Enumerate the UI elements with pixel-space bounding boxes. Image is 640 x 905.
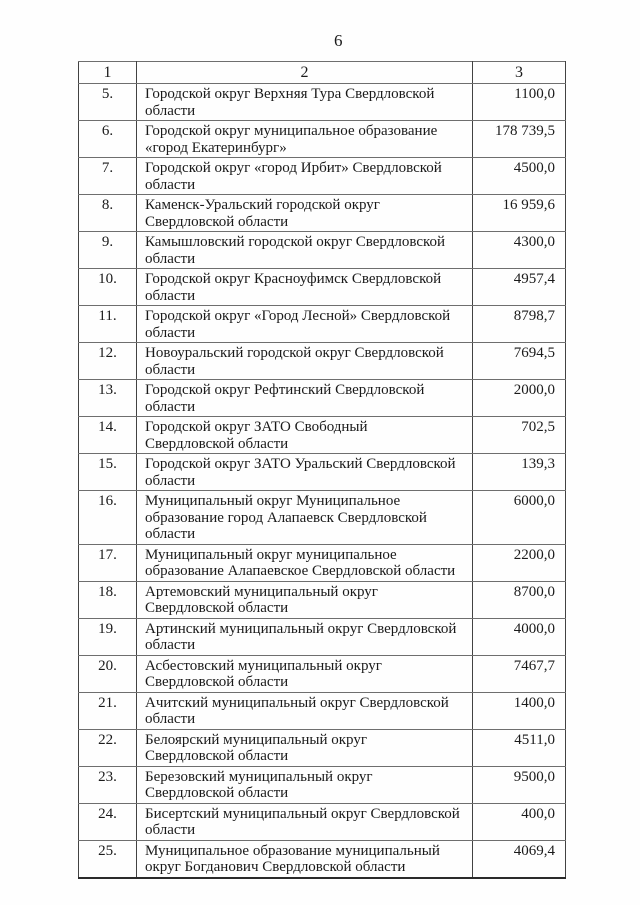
row-name: Каменск-Уральский городской округ Свердловской области xyxy=(137,195,473,232)
table-row xyxy=(79,380,566,417)
row-value: 6000,0 xyxy=(473,491,566,545)
table-row xyxy=(79,618,566,655)
row-number: 8. xyxy=(79,195,137,232)
row-name: Муниципальный округ муниципальное образование Алапаевское Свердловской области xyxy=(137,544,473,581)
row-name: Белоярский муниципальный округ Свердловской области xyxy=(137,729,473,766)
row-number: 19. xyxy=(79,618,137,655)
table-row xyxy=(79,454,566,491)
row-number: 20. xyxy=(79,655,137,692)
row-value: 8798,7 xyxy=(473,306,566,343)
row-value: 2000,0 xyxy=(473,380,566,417)
row-number: 21. xyxy=(79,692,137,729)
row-number: 16. xyxy=(79,491,137,545)
table-row xyxy=(79,232,566,269)
row-name: Асбестовский муниципальный округ Свердловской области xyxy=(137,655,473,692)
row-name: Артинский муниципальный округ Свердловской области xyxy=(137,618,473,655)
row-number: 12. xyxy=(79,343,137,380)
row-name: Городской округ «Город Лесной» Свердловской области xyxy=(137,306,473,343)
row-value: 1400,0 xyxy=(473,692,566,729)
row-number: 15. xyxy=(79,454,137,491)
row-name: Городской округ муниципальное образование «город Екатеринбург» xyxy=(137,121,473,158)
row-value: 139,3 xyxy=(473,454,566,491)
row-number: 18. xyxy=(79,581,137,618)
row-number: 13. xyxy=(79,380,137,417)
row-value: 4069,4 xyxy=(473,840,566,878)
table-row xyxy=(79,491,566,545)
table-row xyxy=(79,544,566,581)
table-row xyxy=(79,803,566,840)
row-name: Муниципальное образование муниципальный округ Богданович Свердловской области xyxy=(137,840,473,878)
row-number: 9. xyxy=(79,232,137,269)
table-row xyxy=(79,306,566,343)
row-value: 178 739,5 xyxy=(473,121,566,158)
row-number: 25. xyxy=(79,840,137,878)
row-number: 17. xyxy=(79,544,137,581)
row-value: 4511,0 xyxy=(473,729,566,766)
row-value: 16 959,6 xyxy=(473,195,566,232)
row-value: 4000,0 xyxy=(473,618,566,655)
table-row xyxy=(79,766,566,803)
table-row xyxy=(79,840,566,878)
row-number: 23. xyxy=(79,766,137,803)
column-header-number: 1 xyxy=(79,62,137,84)
row-number: 5. xyxy=(79,84,137,121)
row-value: 400,0 xyxy=(473,803,566,840)
row-number: 6. xyxy=(79,121,137,158)
row-value: 7694,5 xyxy=(473,343,566,380)
row-value: 7467,7 xyxy=(473,655,566,692)
page-number: 6 xyxy=(334,31,343,50)
row-name: Городской округ ЗАТО Уральский Свердловской области xyxy=(137,454,473,491)
row-value: 2200,0 xyxy=(473,544,566,581)
table-row xyxy=(79,692,566,729)
table-row xyxy=(79,655,566,692)
row-name: Городской округ Рефтинский Свердловской области xyxy=(137,380,473,417)
table-row xyxy=(79,84,566,121)
row-number: 22. xyxy=(79,729,137,766)
row-name: Городской округ «город Ирбит» Свердловской области xyxy=(137,158,473,195)
row-name: Городской округ Верхняя Тура Свердловской области xyxy=(137,84,473,121)
table-row xyxy=(79,195,566,232)
row-value: 8700,0 xyxy=(473,581,566,618)
row-number: 11. xyxy=(79,306,137,343)
table-row xyxy=(79,417,566,454)
row-name: Ачитский муниципальный округ Свердловской области xyxy=(137,692,473,729)
table-header-row xyxy=(79,62,566,84)
column-header-value: 3 xyxy=(473,62,566,84)
table-row xyxy=(79,729,566,766)
row-name: Камышловский городской округ Свердловской области xyxy=(137,232,473,269)
municipalities-table xyxy=(78,61,566,879)
row-value: 1100,0 xyxy=(473,84,566,121)
table-row xyxy=(79,158,566,195)
row-name: Березовский муниципальный округ Свердловской области xyxy=(137,766,473,803)
row-number: 24. xyxy=(79,803,137,840)
row-name: Городской округ ЗАТО Свободный Свердловской области xyxy=(137,417,473,454)
row-name: Городской округ Красноуфимск Свердловской области xyxy=(137,269,473,306)
row-number: 7. xyxy=(79,158,137,195)
row-value: 9500,0 xyxy=(473,766,566,803)
row-value: 4957,4 xyxy=(473,269,566,306)
row-value: 702,5 xyxy=(473,417,566,454)
row-value: 4500,0 xyxy=(473,158,566,195)
table-row xyxy=(79,581,566,618)
row-number: 10. xyxy=(79,269,137,306)
row-name: Артемовский муниципальный округ Свердловской области xyxy=(137,581,473,618)
row-value: 4300,0 xyxy=(473,232,566,269)
row-name: Бисертский муниципальный округ Свердловской области xyxy=(137,803,473,840)
table-row xyxy=(79,343,566,380)
column-header-name: 2 xyxy=(137,62,473,84)
row-name: Муниципальный округ Муниципальное образование город Алапаевск Свердловской области xyxy=(137,491,473,545)
row-name: Новоуральский городской округ Свердловской области xyxy=(137,343,473,380)
row-number: 14. xyxy=(79,417,137,454)
table-row xyxy=(79,121,566,158)
table-body xyxy=(79,84,566,878)
table-row xyxy=(79,269,566,306)
